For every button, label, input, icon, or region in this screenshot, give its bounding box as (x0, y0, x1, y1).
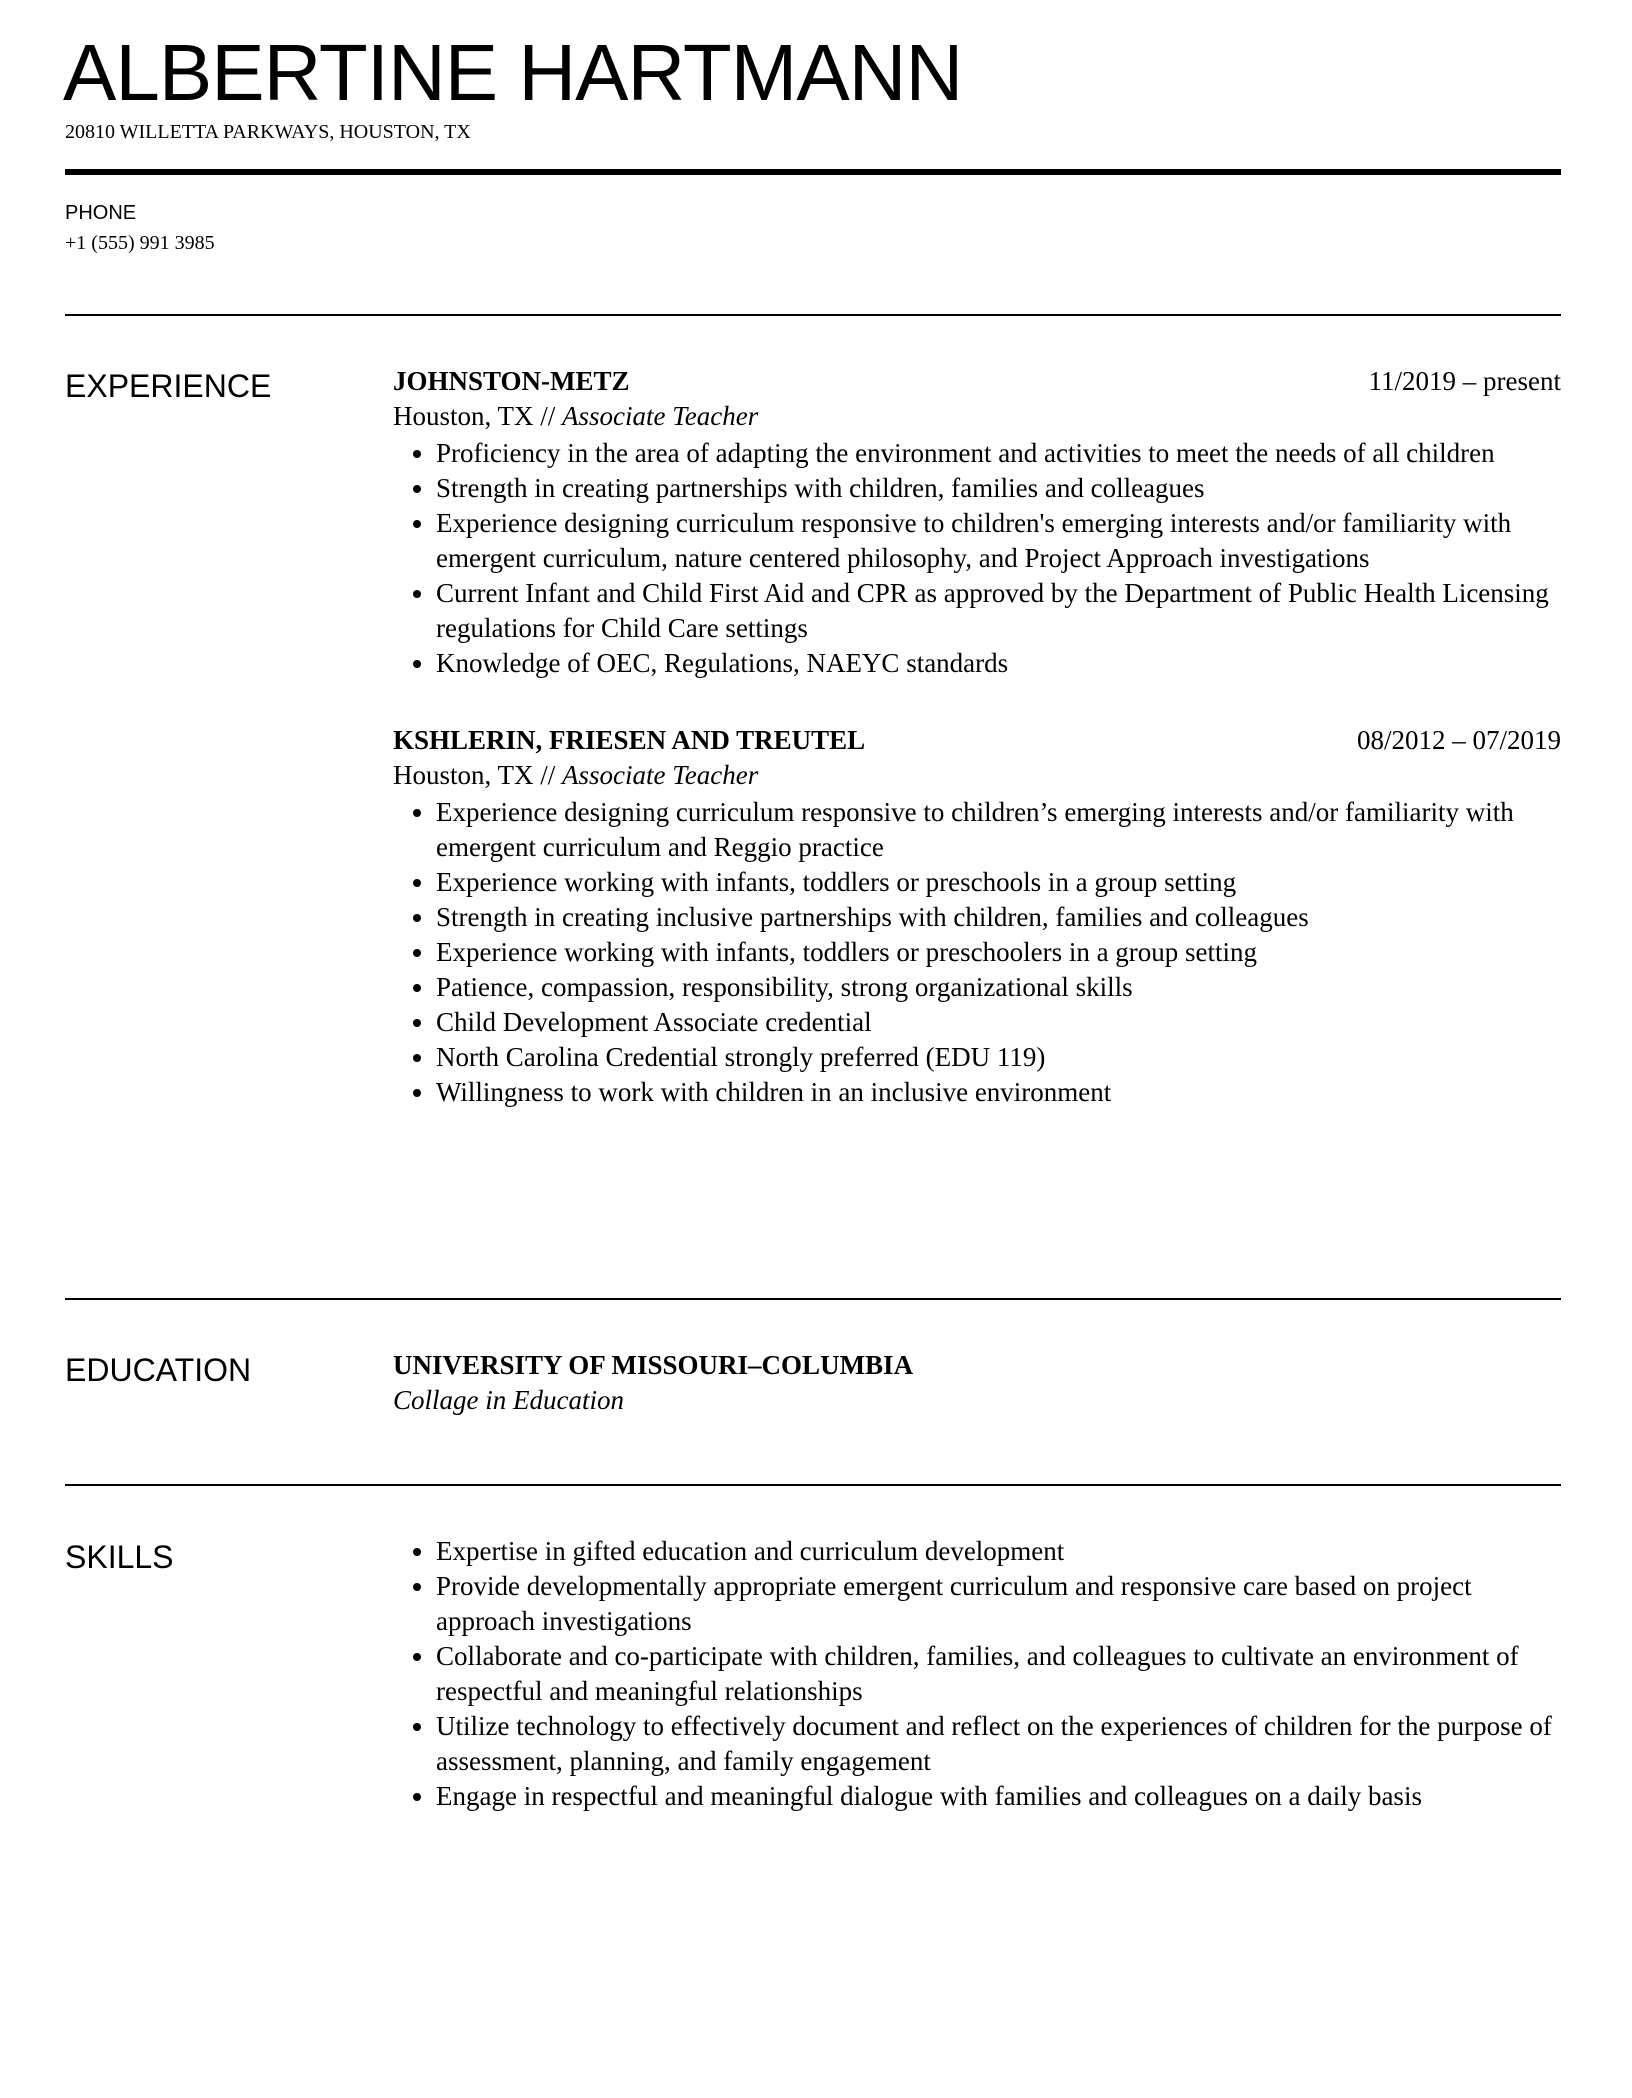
bullet-item: • Experience working with infants, toddlers or preschoolers in a group setting (436, 935, 1561, 970)
school-name: UNIVERSITY OF MISSOURI–COLUMBIA (393, 1350, 914, 1380)
bullet-item: • Strength in creating partnerships with children, families and colleagues (436, 471, 1561, 506)
bullet-item: • Knowledge of OEC, Regulations, NAEYC standards (436, 646, 1561, 681)
section-divider (65, 1298, 1561, 1300)
separator: // (533, 401, 563, 431)
experience-heading: EXPERIENCE (65, 368, 272, 404)
skills-heading: SKILLS (65, 1539, 174, 1575)
company-name: KSHLERIN, FRIESEN AND TREUTEL (393, 725, 866, 755)
skill-item: • Collaborate and co-participate with children, families, and colleagues to cultivate an environment of respectful and meaningful relationships (436, 1639, 1561, 1709)
bullet-item: • Experience designing curriculum responsive to children's emerging interests and/or familiarity with emergent curriculum, nature centered philosophy, and Project Approach investigations (436, 506, 1561, 576)
experience-section (393, 364, 1561, 1110)
header-divider (65, 169, 1561, 175)
bullet-list (393, 795, 1561, 1110)
skills-list (393, 1534, 1561, 1814)
job-dates: 08/2012 – 07/2019 (1356, 725, 1561, 755)
company-name: JOHNSTON-METZ (393, 366, 630, 396)
skill-item: • Engage in respectful and meaningful dialogue with families and colleagues on a daily basis (436, 1779, 1561, 1814)
bullet-item: • Strength in creating inclusive partnerships with children, families and colleagues (436, 900, 1561, 935)
skill-item: • Expertise in gifted education and curriculum development (436, 1534, 1561, 1569)
job-dates: 11/2019 – present (1368, 366, 1561, 396)
job-role: Associate Teacher (562, 401, 759, 431)
job-entry (393, 723, 1561, 1110)
education-entry (393, 1348, 1561, 1418)
bullet-item: • Current Infant and Child First Aid and CPR as approved by the Department of Public Health Licensing regulations for Child Care settings (436, 576, 1561, 646)
job-location: Houston, TX (393, 401, 534, 431)
bullet-item: • Patience, compassion, responsibility, strong organizational skills (436, 970, 1561, 1005)
bullet-item: • Willingness to work with children in an inclusive environment (436, 1075, 1561, 1110)
job-location: Houston, TX (393, 760, 534, 790)
phone-label: PHONE (65, 202, 137, 224)
job-header (393, 364, 1561, 399)
skills-section (393, 1534, 1561, 1814)
phone-number: +1 (555) 991 3985 (65, 232, 215, 254)
separator: // (533, 760, 563, 790)
bullet-list (393, 436, 1561, 681)
job-location-role (393, 399, 1561, 434)
address: 20810 WILLETTA PARKWAYS, HOUSTON, TX (65, 121, 471, 143)
candidate-name: ALBERTINE HARTMANN (63, 28, 963, 117)
bullet-item: • Experience working with infants, toddlers or preschools in a group setting (436, 865, 1561, 900)
job-location-role (393, 758, 1561, 793)
skill-item: • Provide developmentally appropriate emergent curriculum and responsive care based on project approach investigations (436, 1569, 1561, 1639)
bullet-item: • Proficiency in the area of adapting the environment and activities to meet the needs of all children (436, 436, 1561, 471)
education-heading: EDUCATION (65, 1352, 252, 1388)
skill-item: • Utilize technology to effectively document and reflect on the experiences of children for the purpose of assessment, planning, and family engagement (436, 1709, 1561, 1779)
section-divider (65, 314, 1561, 316)
job-entry (393, 364, 1561, 681)
degree: Collage in Education (393, 1385, 624, 1415)
job-role: Associate Teacher (562, 760, 759, 790)
job-header (393, 723, 1561, 758)
bullet-item: • Child Development Associate credential (436, 1005, 1561, 1040)
bullet-item: • North Carolina Credential strongly preferred (EDU 119) (436, 1040, 1561, 1075)
section-divider (65, 1484, 1561, 1486)
bullet-item: • Experience designing curriculum responsive to children’s emerging interests and/or familiarity with emergent curriculum and Reggio practice (436, 795, 1561, 865)
